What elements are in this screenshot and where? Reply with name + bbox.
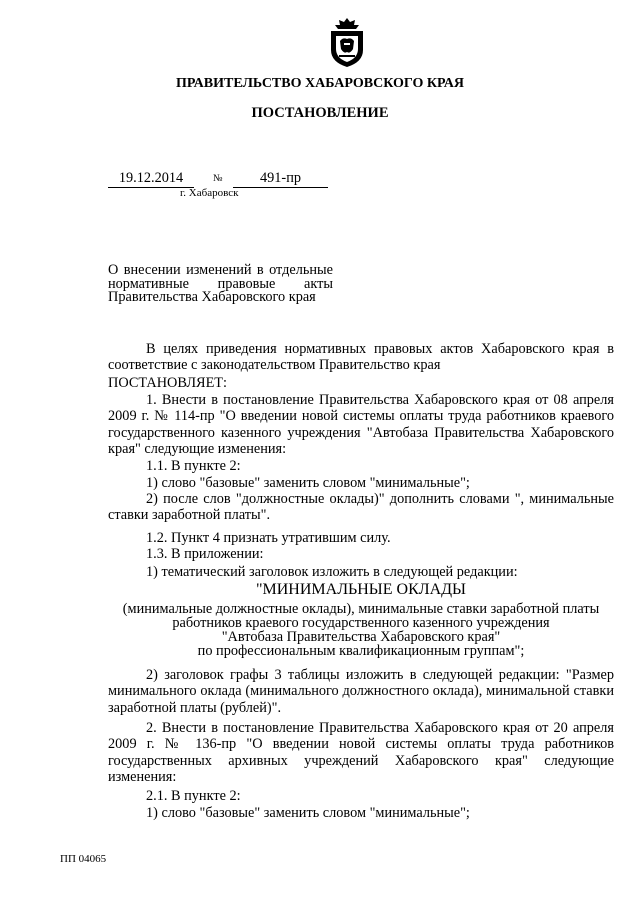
paragraph-1-1: 1.1. В пункте 2:	[146, 458, 241, 474]
quote-title: "МИНИМАЛЬНЫЕ ОКЛАДЫ	[255, 581, 467, 598]
document-subject: О внесении изменений в отдельные нормативные правовые акты Правительства Хабаровского края	[108, 262, 333, 305]
paragraph-2-1: 2.1. В пункте 2:	[146, 788, 241, 804]
paragraph-1-1-1: 1) слово "базовые" заменить словом "минимальные";	[146, 475, 470, 491]
document-date: 19.12.2014	[108, 170, 194, 188]
quote-line-2: работников краевого государственного казенного учреждения	[172, 615, 550, 631]
paragraph-1-3-1: 1) тематический заголовок изложить в следующей редакции:	[146, 564, 518, 580]
intro-paragraph: В целях приведения нормативных правовых актов Хабаровского края в соответствие с законодательством Правительство края	[108, 341, 614, 374]
city-name: г. Хабаровск	[180, 187, 239, 199]
paragraph-1-2: 1.2. Пункт 4 признать утратившим силу.	[146, 530, 391, 546]
footer-code: ПП 04065	[60, 853, 107, 865]
paragraph-1-3-2: 2) заголовок графы 3 таблицы изложить в следующей редакции: "Размер минимального оклада (минимального должностного оклада), минимальной ставки заработной платы (рублей)".	[108, 667, 614, 716]
paragraph-2-1-1: 1) слово "базовые" заменить словом "минимальные";	[146, 805, 470, 821]
document-number: 491-пр	[233, 170, 328, 188]
decree-word: ПОСТАНОВЛЯЕТ:	[108, 375, 228, 391]
quote-line-4: по профессиональным квалификационным группам";	[197, 643, 525, 659]
coat-of-arms-emblem	[327, 16, 367, 68]
quote-line-1: (минимальные должностные оклады), минимальные ставки заработной платы	[122, 601, 600, 617]
paragraph-2: 2. Внести в постановление Правительства Хабаровского края от 20 апреля 2009 г. № 136-пр "О введении новой системы оплаты труда работников государственных архивных учреждений Хабаровского края" следующие изменения:	[108, 720, 614, 786]
government-title: ПРАВИТЕЛЬСТВО ХАБАРОВСКОГО КРАЯ	[176, 76, 464, 91]
number-sign: №	[213, 173, 223, 184]
paragraph-1-3: 1.3. В приложении:	[146, 546, 264, 562]
paragraph-1: 1. Внести в постановление Правительства Хабаровского края от 08 апреля 2009 г. № 114-пр "О введении новой системы оплаты труда работников краевого государственного казенного учреждения "Автобаза Правительства Хабаровского края" следующие изменения:	[108, 392, 614, 458]
document-type-title: ПОСТАНОВЛЕНИЕ	[251, 105, 389, 121]
paragraph-1-1-2: 2) после слов "должностные оклады)" дополнить словами ", минимальные ставки заработной платы".	[108, 491, 614, 524]
quote-line-3: "Автобаза Правительства Хабаровского края"	[221, 629, 501, 645]
